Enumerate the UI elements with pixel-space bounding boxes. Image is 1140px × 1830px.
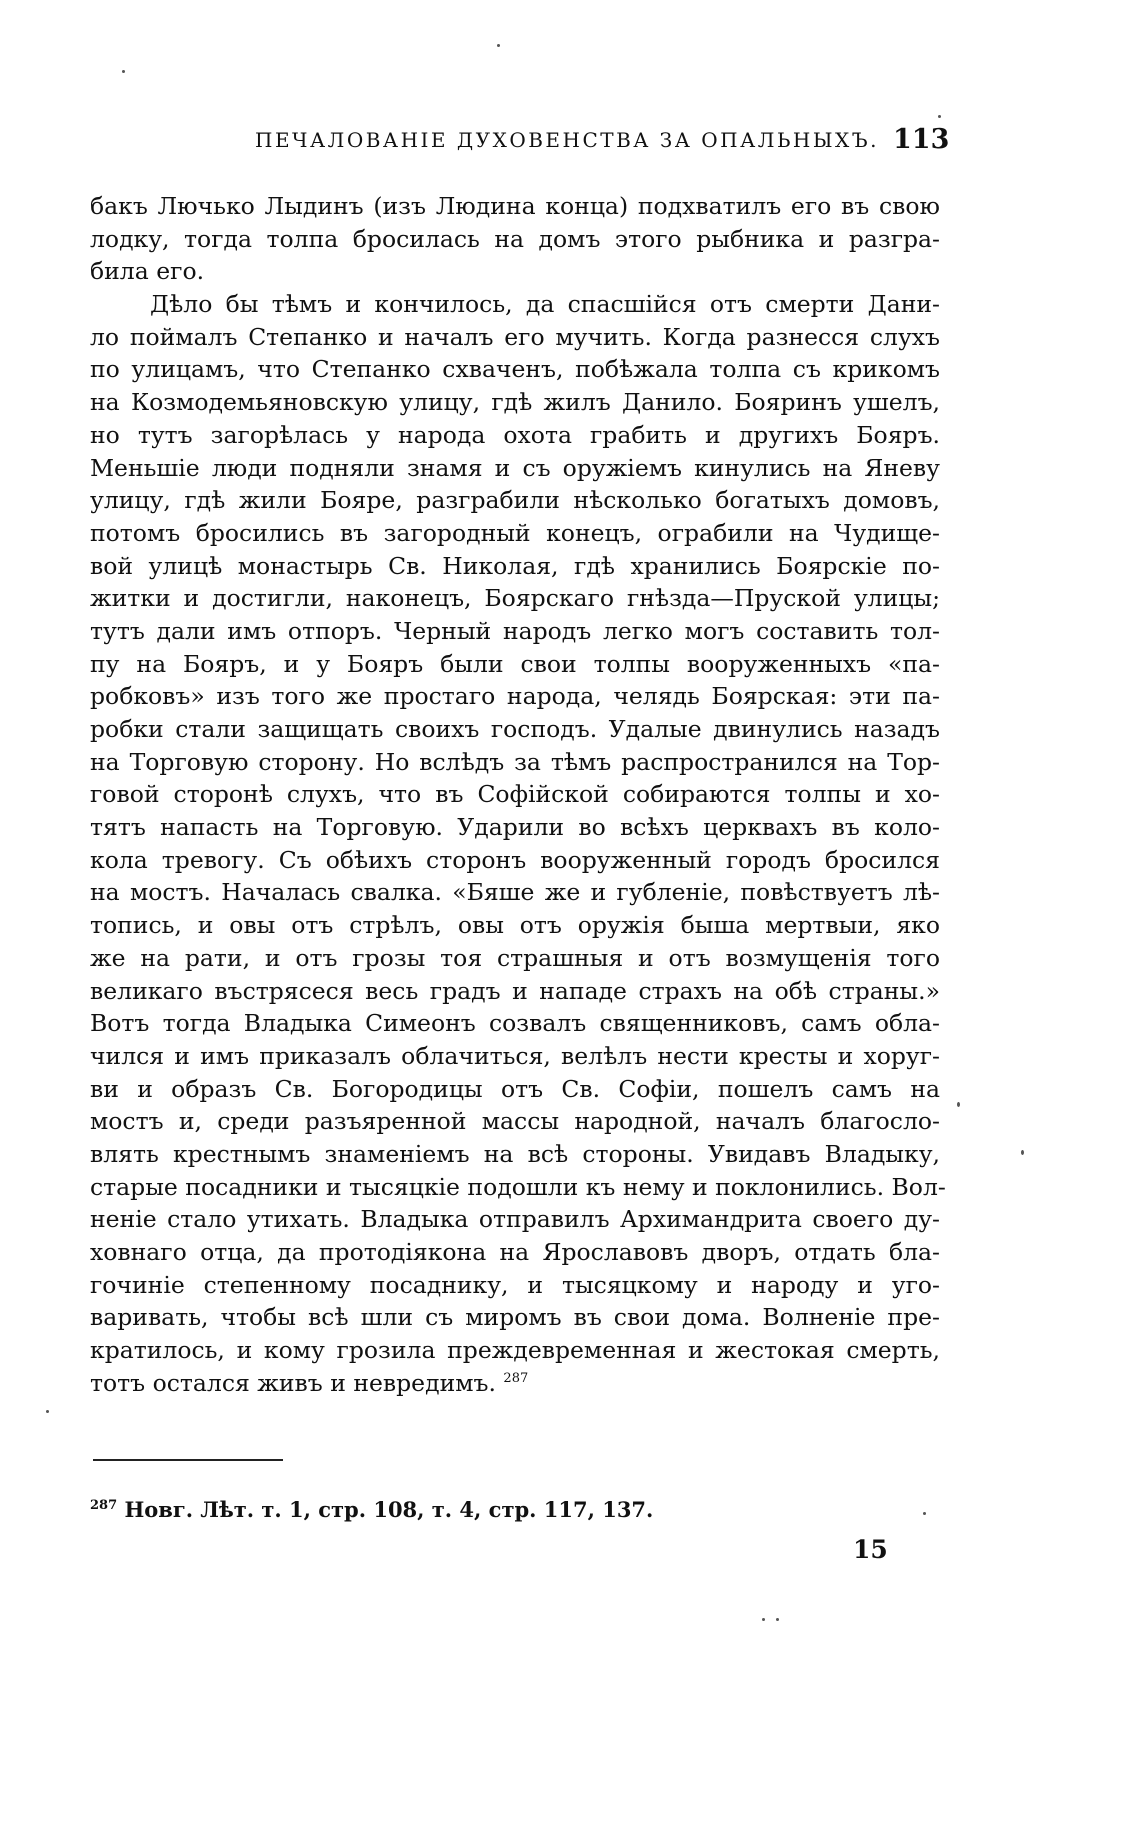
text-line: потомъ бросились въ загородный конецъ, ограбили на Чудищe-	[90, 518, 940, 547]
text-line: ло поймалъ Степанко и началъ его мучить. Когда разнесся слухъ	[90, 322, 940, 351]
footnote-text: Новг. Лѣт. т. 1, стр. 108, т. 4, стр. 117, 137.	[124, 1497, 654, 1522]
text-line: житки и достигли, наконецъ, Боярскаго гнѣзда—Пруской улицы;	[90, 584, 940, 613]
text-line: робки стали защищать своихъ господъ. Удалые двинулись назадъ	[90, 715, 940, 743]
text-line: Вотъ тогда Владыка Симеонъ созвалъ священниковъ, самъ обла-	[90, 1009, 940, 1038]
paper-speck	[122, 70, 125, 73]
text-line: тутъ дали имъ отпоръ. Черный народъ легко могъ составить тол-	[90, 616, 940, 645]
text-line: на мостъ. Началась свалка. «Бяше же и губленіе, повѣствуетъ лѣ-	[90, 878, 940, 907]
text-line: на Торговую сторону. Но вслѣдъ за тѣмъ распространился на Тор-	[90, 747, 940, 776]
text-line: лодку, тогда толпа бросилась на домъ этого рыбника и разгра-	[90, 224, 940, 253]
paper-speck	[497, 44, 500, 47]
text-line: по улицамъ, что Степанко схваченъ, побѣжала толпа съ крикомъ	[90, 355, 940, 384]
paper-speck	[46, 1410, 49, 1413]
text-line-final	[90, 1367, 940, 1400]
footnote-marker: 287	[90, 1498, 118, 1513]
paper-speck	[957, 1102, 960, 1107]
text-line: говой сторонѣ слухъ, что въ Софійской собираются толпы и хо-	[90, 780, 940, 809]
text-line: но тутъ загорѣлась у народа охота грабить и другихъ Бояръ.	[90, 420, 940, 449]
text-line: пу на Бояръ, и у Бояръ были свои толпы вооруженныхъ «па-	[90, 649, 940, 678]
paper-speck	[938, 115, 941, 118]
text-line: чился и имъ приказалъ облачиться, велѣлъ нести кресты и хоруг-	[90, 1041, 940, 1070]
text-line: Меньшіе люди подняли знамя и съ оружіемъ кинулись на Яневу	[90, 453, 940, 482]
text-line: же на рати, и отъ грозы тоя страшныя и отъ возмущенія того	[90, 943, 940, 972]
footnote	[90, 1497, 653, 1522]
text-line: тотъ остался живъ и невредимъ.	[90, 1368, 496, 1397]
text-line: ховнаго отца, да протодіякона на Ярославовъ дворъ, отдать бла-	[90, 1238, 940, 1266]
text-line: улицу, гдѣ жили Бояре, разграбили нѣсколько богатыхъ домовъ,	[90, 486, 940, 515]
text-line: ви и образъ Св. Богородицы отъ Св. Софіи, пошелъ самъ на	[90, 1074, 940, 1103]
paper-speck	[776, 1618, 779, 1621]
body-text	[90, 190, 946, 1399]
page-number: 113	[893, 124, 950, 155]
text-line: топись, и овы отъ стрѣлъ, овы отъ оружія быша мертвыи, яко	[90, 911, 940, 940]
text-line: Дѣло бы тѣмъ и кончилось, да спасшійся отъ смерти Дани-	[150, 290, 940, 319]
printer-signature: 15	[853, 1535, 888, 1564]
text-line: бакъ Лючько Лыдинъ (изъ Людина конца) подхватилъ его въ свою	[90, 192, 940, 220]
paper-speck	[762, 1618, 765, 1621]
paper-speck	[923, 1512, 926, 1515]
text-line: кола тревогу. Съ обѣихъ сторонъ вооруженный городъ бросился	[90, 845, 940, 874]
text-line: робковъ» изъ того же простаго народа, челядь Боярская: эти па-	[90, 682, 940, 711]
text-line: старые посадники и тысяцкіе подошли къ нему и поклонились. Вол-	[90, 1172, 946, 1201]
footnote-divider	[93, 1459, 283, 1461]
text-line: гочиніе степенному посаднику, и тысяцкому и народу и уго-	[90, 1270, 940, 1299]
text-line: на Козмодемьяновскую улицу, гдѣ жилъ Данило. Бояринъ ушелъ,	[90, 388, 940, 417]
paper-speck	[1021, 1150, 1024, 1155]
running-title: ПЕЧАЛОВАНІЕ ДУХОВЕНСТВА ЗА ОПАЛЬНЫХЪ.	[255, 128, 880, 152]
footnote-reference: 287	[503, 1370, 529, 1386]
text-line: била его.	[90, 257, 205, 286]
text-line: неніе стало утихать. Владыка отправилъ Архимандрита своего ду-	[90, 1205, 940, 1234]
text-line: тятъ напасть на Торговую. Ударили во всѣхъ церквахъ въ коло-	[90, 813, 940, 842]
text-line: варивать, чтобы всѣ шли съ миромъ въ свои дома. Волненіе пре-	[90, 1303, 940, 1332]
text-line: великаго въстрясеся весь градъ и нападе страхъ на обѣ страны.»	[90, 976, 940, 1005]
text-line: мостъ и, среди разъяренной массы народной, началъ благосло-	[90, 1107, 940, 1136]
text-line: влять крестнымъ знаменіемъ на всѣ стороны. Увидавъ Владыку,	[90, 1139, 940, 1168]
text-line: вой улицѣ монастырь Св. Николая, гдѣ хранились Боярскіе по-	[90, 551, 940, 580]
text-line: кратилось, и кому грозила преждевременная и жестокая смерть,	[90, 1336, 940, 1365]
